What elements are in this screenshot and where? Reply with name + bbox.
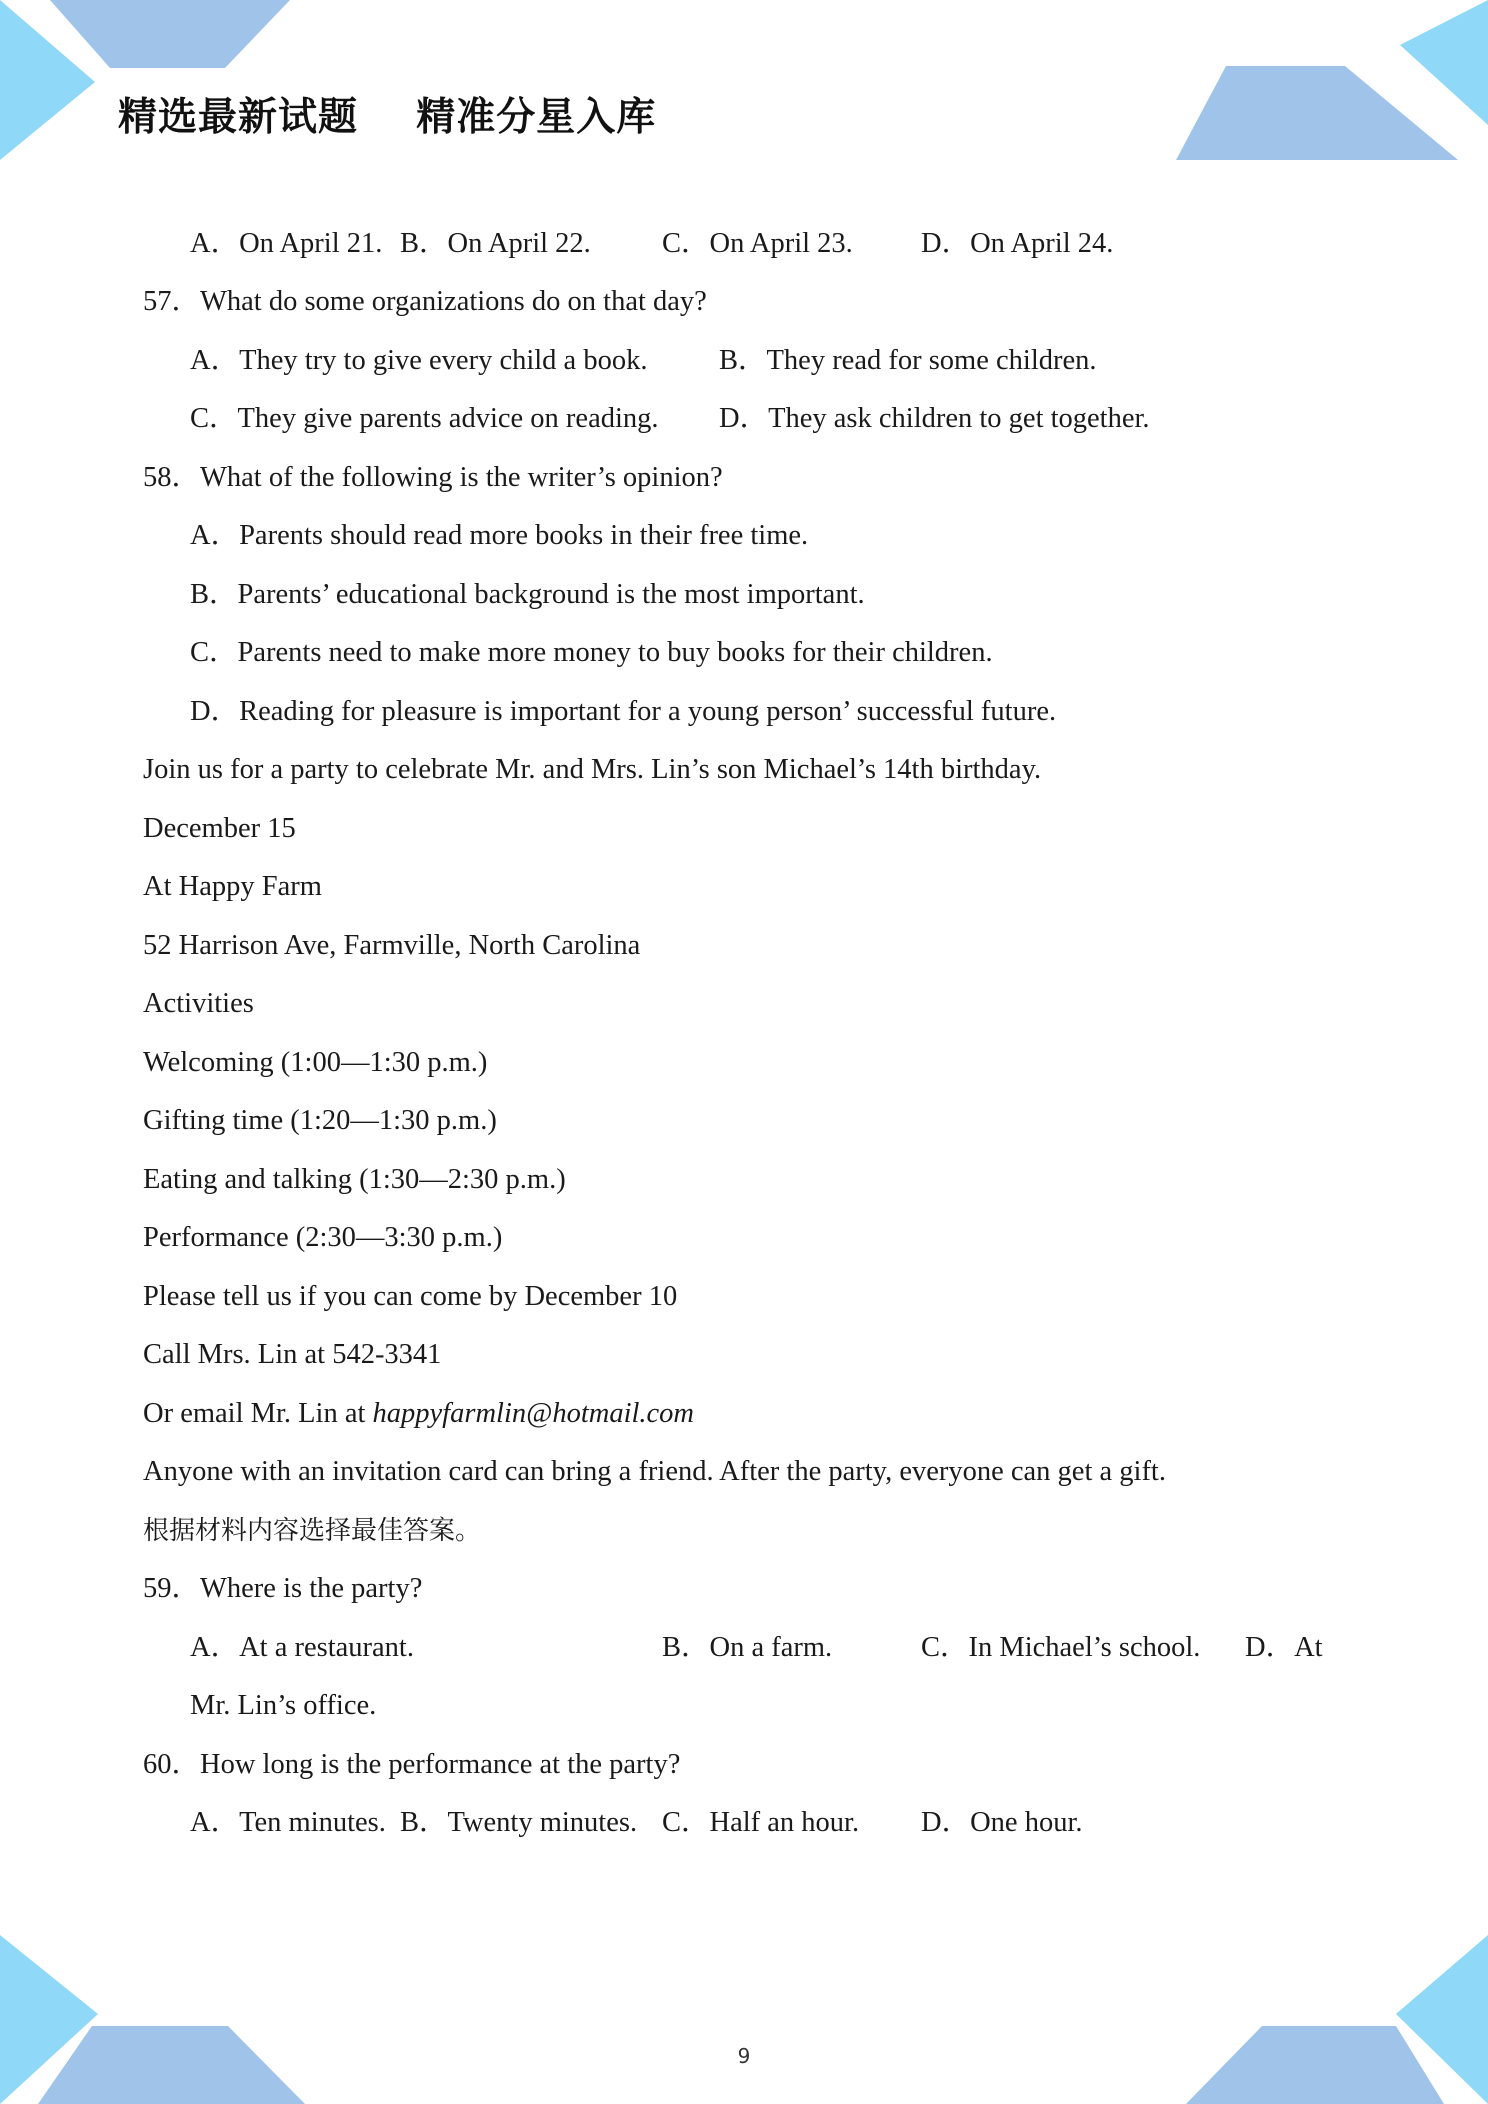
header-title: 精选最新试题 精准分星入库 (118, 95, 657, 140)
question-60: 60．How long is the performance at the party? (143, 1749, 681, 1780)
option-d: D．On April 24. (921, 228, 1114, 259)
option-a: A．Ten minutes. (190, 1807, 386, 1838)
option-d: D．At (1245, 1632, 1323, 1663)
option-d: D．Reading for pleasure is important for a young person’ successful future. (190, 696, 1057, 727)
option-a: A．They try to give every child a book. (190, 345, 648, 376)
option-c: C．In Michael’s school. (921, 1632, 1201, 1663)
option-d: D．One hour. (921, 1807, 1083, 1838)
invitation-address: 52 Harrison Ave, Farmville, North Carolina (143, 930, 641, 961)
option-c: C．On April 23. (662, 228, 853, 259)
option-b: B．On a farm. (662, 1632, 833, 1663)
option-d-continued: Mr. Lin’s office. (190, 1690, 377, 1721)
question-58: 58．What of the following is the writer’s opinion? (143, 462, 723, 493)
activities-heading: Activities (143, 988, 254, 1019)
option-b: B．They read for some children. (719, 345, 1097, 376)
phone-line: Call Mrs. Lin at 542-3341 (143, 1339, 442, 1370)
top-left-trapezoid (50, 0, 290, 68)
option-c: C．They give parents advice on reading. (190, 403, 659, 434)
option-b: B．Parents’ educational background is the most important. (190, 579, 865, 610)
email-line (143, 1394, 694, 1434)
option-b: B．Twenty minutes. (400, 1807, 638, 1838)
option-a: A．Parents should read more books in their free time. (190, 520, 809, 551)
option-a: A．On April 21. (190, 228, 383, 259)
activity-item: Welcoming (1:00—1:30 p.m.) (143, 1047, 488, 1078)
activity-item: Gifting time (1:20—1:30 p.m.) (143, 1105, 497, 1136)
question-57: 57．What do some organizations do on that day? (143, 286, 707, 317)
option-c: C．Half an hour. (662, 1807, 860, 1838)
page-number: 9 (737, 2044, 751, 2068)
option-d: D．They ask children to get together. (719, 403, 1150, 434)
top-right-trapezoid (1176, 66, 1458, 160)
email-address: happyfarmlin@hotmail.com (372, 1398, 695, 1429)
activity-item: Performance (2:30—3:30 p.m.) (143, 1222, 503, 1253)
invitation-venue: At Happy Farm (143, 871, 322, 902)
invitation-date: December 15 (143, 813, 296, 844)
top-right-triangle (1400, 0, 1488, 125)
question-59: 59．Where is the party? (143, 1573, 423, 1604)
invitation-note: Anyone with an invitation card can bring a friend. After the party, everyone can get a gift. (143, 1456, 1166, 1487)
invitation-intro: Join us for a party to celebrate Mr. and Mrs. Lin’s son Michael’s 14th birthday. (143, 754, 1042, 785)
rsvp-line: Please tell us if you can come by December 10 (143, 1281, 678, 1312)
option-a: A．At a restaurant. (190, 1632, 414, 1663)
instruction-text: 根据材料内容选择最佳答案。 (143, 1516, 482, 1546)
option-b: B．On April 22. (400, 228, 591, 259)
option-c: C．Parents need to make more money to buy books for their children. (190, 637, 993, 668)
email-prefix: Or email Mr. Lin at (143, 1398, 373, 1429)
activity-item: Eating and talking (1:30—2:30 p.m.) (143, 1164, 566, 1195)
